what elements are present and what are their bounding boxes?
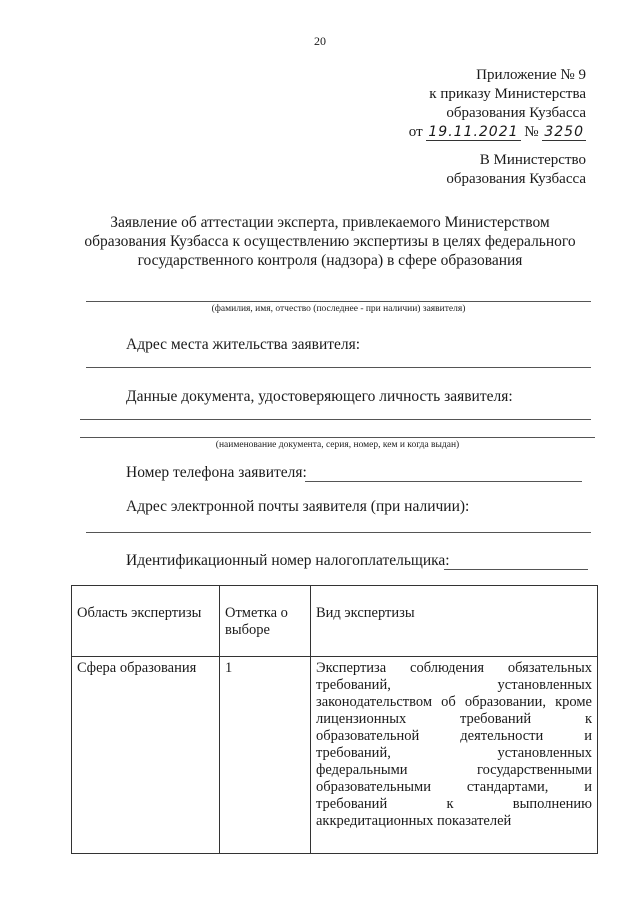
cell-area: Сфера образования <box>72 657 220 854</box>
type-line-2: требований, установленных <box>316 677 592 693</box>
address-label: Адрес места жительства заявителя: <box>126 336 361 353</box>
expertise-table <box>71 585 598 854</box>
fio-line <box>86 301 591 302</box>
fio-caption: (фамилия, имя, отчество (последнее - при наличии) заявителя) <box>211 304 466 314</box>
type-line-10: аккредитационных показателей <box>316 813 512 829</box>
type-line-5: образовательной деятельности и <box>316 728 592 744</box>
recipient-line-2: образования Кузбасса <box>446 171 586 187</box>
handwritten-number: 3250 <box>544 124 584 140</box>
header-area: Область экспертизы <box>72 586 220 657</box>
appendix-date-line <box>409 123 586 142</box>
header-type: Вид экспертизы <box>311 586 598 657</box>
type-line-1: Экспертиза соблюдения обязательных <box>316 660 592 676</box>
document-title <box>80 213 580 270</box>
recipient-block <box>446 151 586 189</box>
appendix-line-3: образования Кузбасса <box>446 105 586 121</box>
cell-type <box>311 657 598 854</box>
document-label: Данные документа, удостоверяющего личность заявителя: <box>126 388 513 405</box>
inn-label: Идентификационный номер налогоплательщика: <box>126 552 450 569</box>
phone-label: Номер телефона заявителя: <box>126 464 307 481</box>
address-line <box>86 367 591 368</box>
email-line <box>86 532 591 533</box>
table-row <box>72 657 598 854</box>
title-line-3: государственного контроля (надзора) в сфере образования <box>137 252 523 269</box>
type-line-9: требований к выполнению <box>316 796 592 812</box>
appendix-line-2: к приказу Министерства <box>429 86 586 102</box>
recipient-line-1: В Министерство <box>479 152 586 168</box>
title-line-2: образования Кузбасса к осуществлению экспертизы в целях федерального <box>84 233 576 250</box>
document-line-1 <box>80 419 591 420</box>
document-line-2 <box>80 437 595 438</box>
page-number: 20 <box>314 34 326 48</box>
number-prefix: № <box>524 124 539 140</box>
type-line-3: законодательством об образовании, кроме <box>316 694 592 710</box>
appendix-line-1: Приложение № 9 <box>476 67 586 83</box>
type-line-6: требований, установленных <box>316 745 592 761</box>
email-label: Адрес электронной почты заявителя (при наличии): <box>126 498 470 515</box>
handwritten-date: 19.11.2021 <box>428 124 519 140</box>
from-prefix: от <box>408 124 423 140</box>
inn-line <box>444 569 588 570</box>
document-caption: (наименование документа, серия, номер, кем и когда выдан) <box>215 440 460 450</box>
appendix-block <box>409 66 586 142</box>
type-line-4: лицензионных требований к <box>316 711 592 727</box>
type-line-7: федеральными государственными <box>316 762 592 778</box>
table-header-row <box>72 586 598 657</box>
type-line-8: образовательными стандартами, и <box>316 779 592 795</box>
cell-mark: 1 <box>220 657 311 854</box>
header-mark: Отметка о выборе <box>220 586 311 657</box>
phone-line <box>305 481 582 482</box>
title-line-1: Заявление об аттестации эксперта, привлекаемого Министерством <box>110 214 550 231</box>
